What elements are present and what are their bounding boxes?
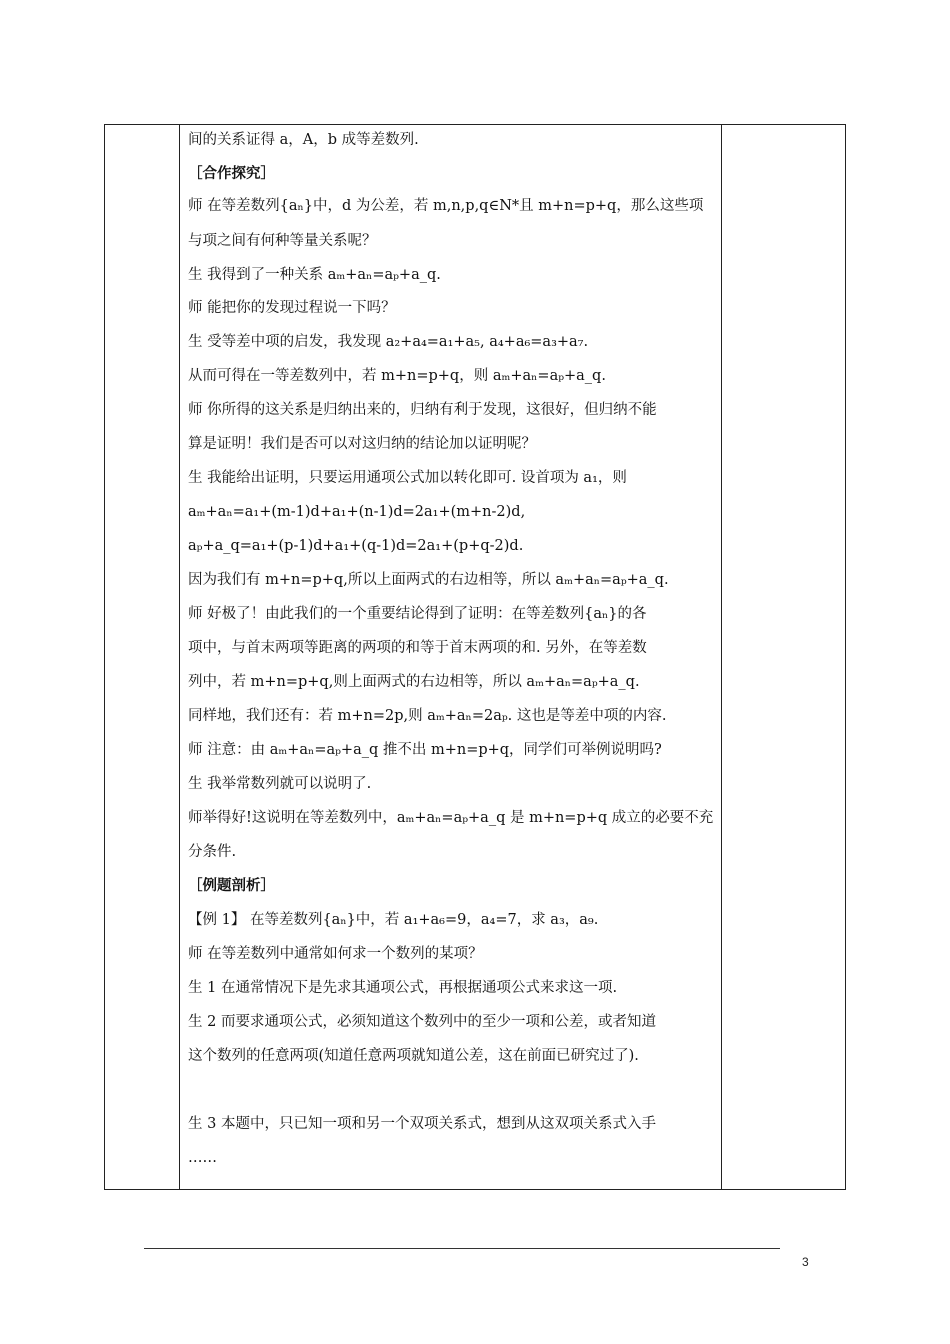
right-column-divider bbox=[721, 125, 722, 1189]
text-line: 算是证明！我们是否可以对这归纳的结论加以证明呢？ bbox=[188, 436, 536, 452]
text-line: 师 能把你的发现过程说一下吗？ bbox=[188, 300, 396, 316]
text-line: 师 在等差数列中通常如何求一个数列的某项？ bbox=[188, 946, 483, 962]
text-line: 间的关系证得 a，A，b 成等差数列. bbox=[188, 132, 419, 148]
page-number: 3 bbox=[802, 1255, 809, 1269]
text-line: 师 在等差数列{aₙ}中，d 为公差，若 m,n,p,q∈N*且 m+n=p+q，那么这些项 bbox=[188, 198, 704, 214]
section-heading: ［例题剖析］ bbox=[188, 877, 275, 894]
left-column-divider bbox=[179, 125, 180, 1189]
formula-line: aₘ+aₙ=a₁+(m-1)d+a₁+(n-1)d=2a₁+(m+n-2)d, bbox=[188, 504, 526, 520]
text-line: 生 1 在通常情况下是先求其通项公式，再根据通项公式来求这一项. bbox=[188, 980, 618, 996]
text-line: 师 你所得的这关系是归纳出来的，归纳有利于发现，这很好，但归纳不能 bbox=[188, 402, 657, 418]
text-line: …… bbox=[188, 1150, 217, 1166]
text-line: 生 我举常数列就可以说明了. bbox=[188, 776, 372, 792]
text-line: 师举得好!这说明在等差数列中，aₘ+aₙ=aₚ+a_q 是 m+n=p+q 成立的必要不充 bbox=[188, 810, 714, 826]
text-line: 分条件. bbox=[188, 844, 237, 860]
formula-line: aₚ+a_q=a₁+(p-1)d+a₁+(q-1)d=2a₁+(p+q-2)d. bbox=[188, 538, 524, 554]
text-line: 师 好极了！由此我们的一个重要结论得到了证明：在等差数列{aₙ}的各 bbox=[188, 606, 647, 622]
text-line: 这个数列的任意两项(知道任意两项就知道公差，这在前面已研究过了). bbox=[188, 1048, 639, 1064]
footer-rule bbox=[144, 1248, 780, 1249]
text-line: 生 我得到了一种关系 aₘ+aₙ=aₚ+a_q. bbox=[188, 267, 441, 283]
text-line: 师 注意：由 aₘ+aₙ=aₚ+a_q 推不出 m+n=p+q，同学们可举例说明吗? bbox=[188, 742, 662, 758]
text-line: 生 2 而要求通项公式，必须知道这个数列中的至少一项和公差，或者知道 bbox=[188, 1014, 656, 1030]
text-line: 项中，与首末两项等距离的两项的和等于首末两项的和. 另外，在等差数 bbox=[188, 640, 647, 656]
text-line: 生 受等差中项的启发，我发现 a₂+a₄=a₁+a₅, a₄+a₆=a₃+a₇. bbox=[188, 334, 589, 350]
text-line: 与项之间有何种等量关系呢？ bbox=[188, 233, 377, 249]
text-line: 列中，若 m+n=p+q,则上面两式的右边相等，所以 aₘ+aₙ=aₚ+a_q. bbox=[188, 674, 640, 690]
example-title: 【例 1】 在等差数列{aₙ}中，若 a₁+a₆=9，a₄=7，求 a₃，a₉. bbox=[188, 912, 599, 928]
section-heading: ［合作探究］ bbox=[188, 165, 275, 182]
text-line: 从而可得在一等差数列中，若 m+n=p+q，则 aₘ+aₙ=aₚ+a_q. bbox=[188, 368, 606, 384]
text-line: 因为我们有 m+n=p+q,所以上面两式的右边相等，所以 aₘ+aₙ=aₚ+a_q. bbox=[188, 572, 669, 588]
text-line: 生 我能给出证明，只要运用通项公式加以转化即可. 设首项为 a₁，则 bbox=[188, 470, 627, 486]
text-line: 生 3 本题中，只已知一项和另一个双项关系式，想到从这双项关系式入手 bbox=[188, 1116, 656, 1132]
text-line: 同样地，我们还有：若 m+n=2p,则 aₘ+aₙ=2aₚ. 这也是等差中项的内容. bbox=[188, 708, 667, 724]
